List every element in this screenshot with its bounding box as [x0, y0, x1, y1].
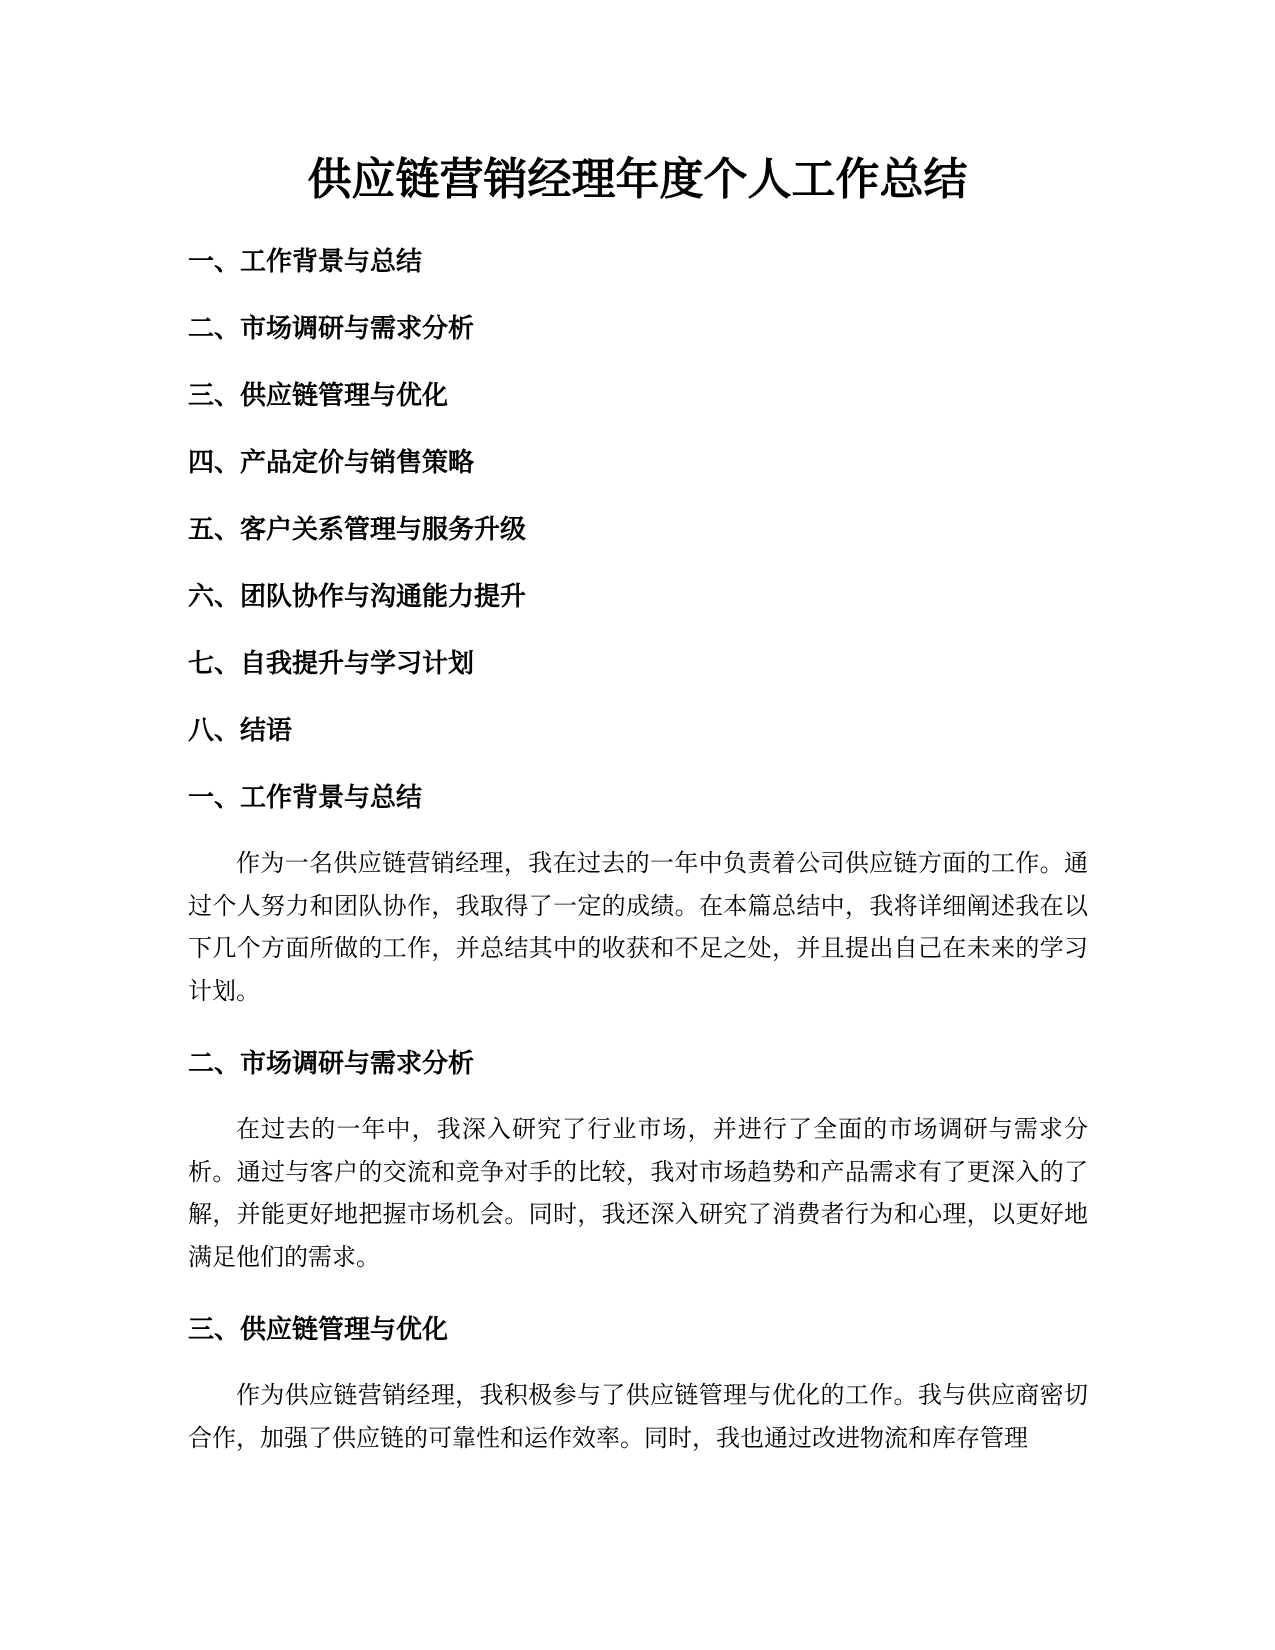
- section-background: [188, 780, 1088, 1012]
- section-heading: 二、市场调研与需求分析: [188, 1049, 475, 1079]
- section-heading: 三、供应链管理与优化: [188, 1315, 449, 1345]
- section-supply-chain: [188, 1312, 1088, 1459]
- section-paragraph: 作为供应链营销经理，我积极参与了供应链管理与优化的工作。我与供应商密切合作，加强了供应链的可靠性和运作效率。同时，我也通过改进物流和库存管理: [188, 1381, 1088, 1452]
- document-body: [188, 780, 1088, 1493]
- section-paragraph: 作为一名供应链营销经理，我在过去的一年中负责着公司供应链方面的工作。通过个人努力和团队协作，我取得了一定的成绩。在本篇总结中，我将详细阐述我在以下几个方面所做的工作，并总结其中的收获和不足之处，并且提出自己在未来的学习计划。: [188, 849, 1088, 1005]
- toc-item: 五、客户关系管理与服务升级: [188, 515, 527, 545]
- section-market-research: [188, 1046, 1088, 1278]
- toc-item: 六、团队协作与沟通能力提升: [188, 582, 527, 612]
- section-paragraph: 在过去的一年中，我深入研究了行业市场，并进行了全面的市场调研与需求分析。通过与客户的交流和竞争对手的比较，我对市场趋势和产品需求有了更深入的了解，并能更好地把握市场机会。同时，我还深入研究了消费者行为和心理，以更好地满足他们的需求。: [188, 1115, 1088, 1271]
- toc-item: 二、市场调研与需求分析: [188, 314, 475, 344]
- table-of-contents: [188, 244, 526, 780]
- document-title: 供应链营销经理年度个人工作总结: [307, 154, 968, 205]
- toc-item: 三、供应链管理与优化: [188, 381, 449, 411]
- section-heading: 一、工作背景与总结: [188, 783, 423, 813]
- toc-item: 四、产品定价与销售策略: [188, 448, 475, 478]
- toc-item: 一、工作背景与总结: [188, 247, 423, 277]
- toc-item: 八、结语: [188, 716, 293, 746]
- toc-item: 七、自我提升与学习计划: [188, 649, 475, 679]
